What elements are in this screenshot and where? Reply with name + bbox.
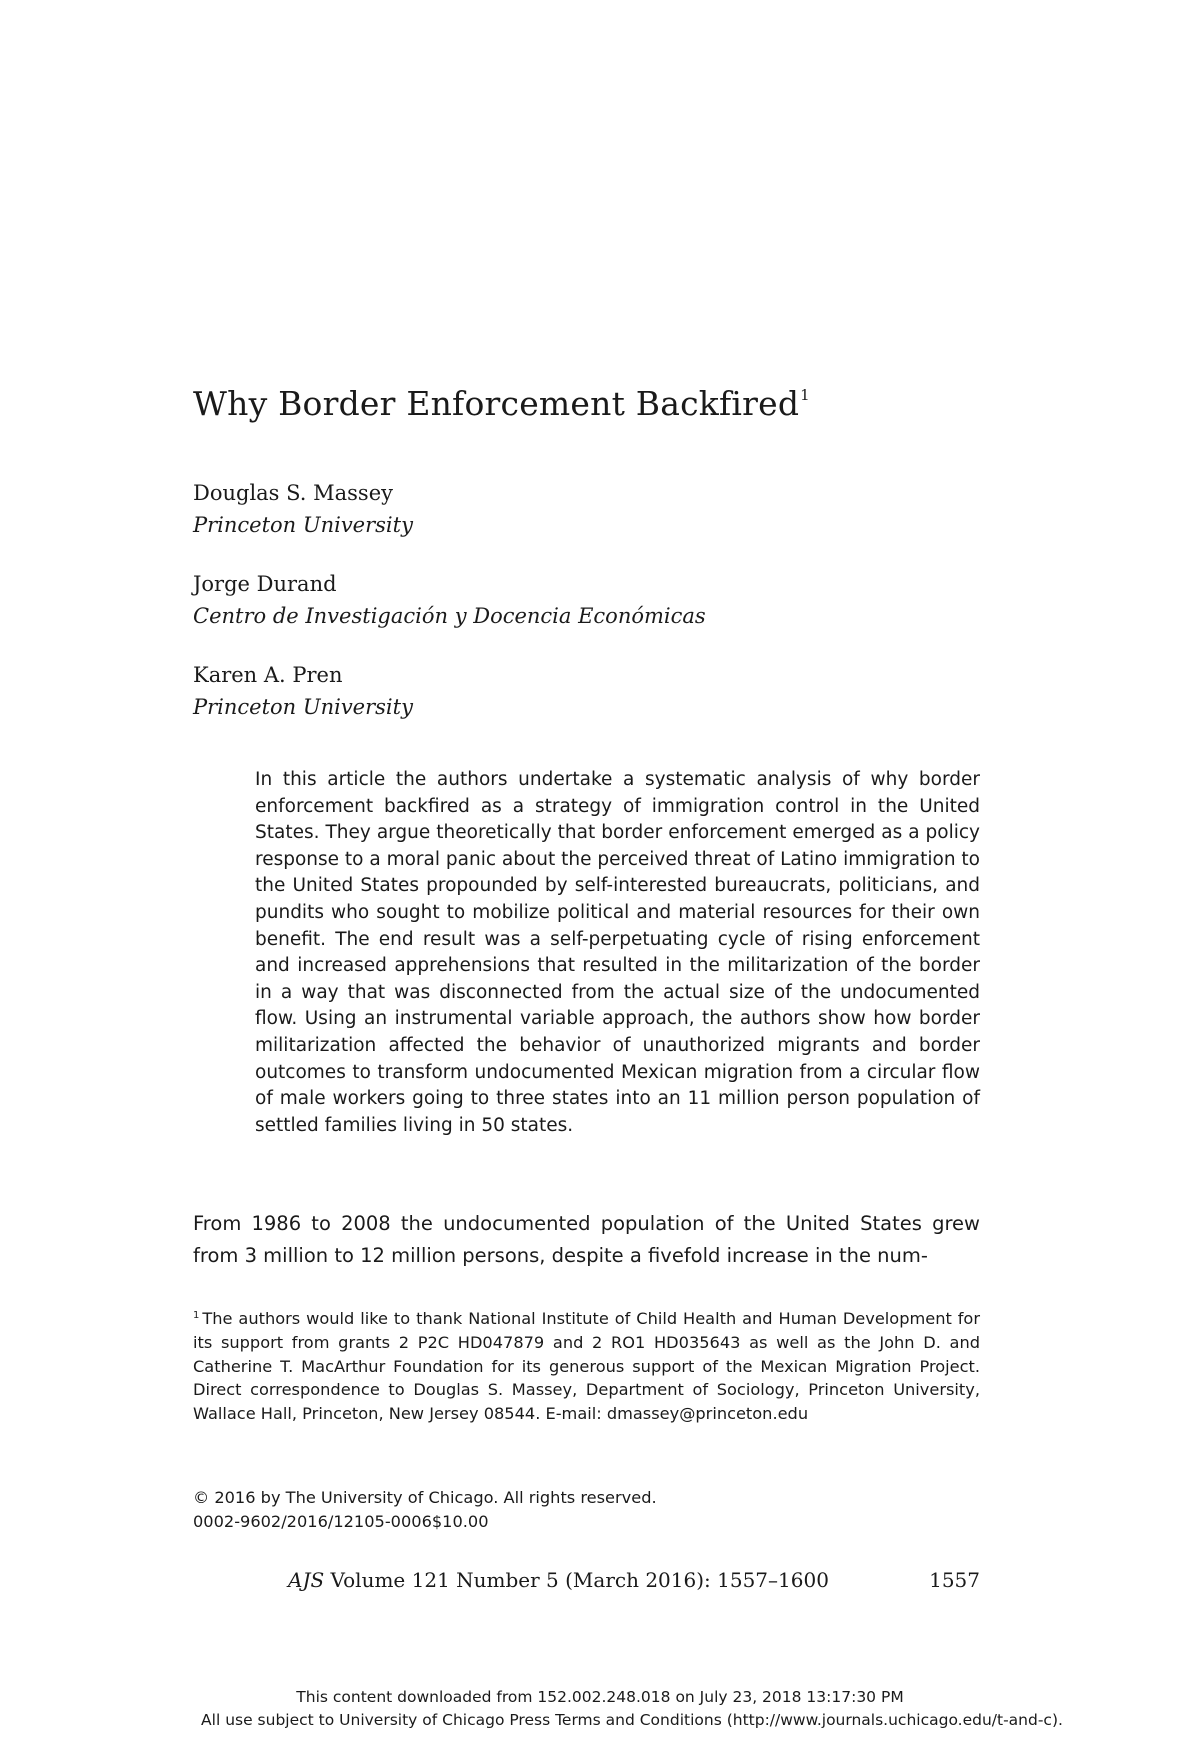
author-name-1: Douglas S. Massey — [193, 481, 393, 505]
author-name-3: Karen A. Pren — [193, 663, 343, 687]
abstract: In this article the authors undertake a systematic analysis of why border enforcement backfired as a strategy of immigration control in the United States. They argue theoretically that border enforcement emerged as a policy response to a moral panic about the perceived threat of Latino immigration to the United States propounded by self-interested bureaucrats, politicians, and pundits who sought to mobilize political and material resources for their own benefit. The end result was a self-perpetuating cycle of rising enforcement and increased apprehensions that resulted in the militarization of the border in a way that was disconnected from the actual size of the undocumented flow. Using an instrumental variable approach, the authors show how border militarization affected the behavior of unauthorized migrants and border outcomes to transform undocumented Mexican migration from a circular flow of male workers going to three states into an 11 million person population of settled families living in 50 states. — [255, 769, 980, 1136]
body-paragraph: From 1986 to 2008 the undocumented population of the United States grew from 3 million to 12 million persons, despite a fivefold increase in the num- — [193, 1212, 980, 1267]
author-affiliation-3: Princeton University — [193, 695, 413, 719]
footnote-marker: 1 — [193, 1310, 200, 1321]
journal-name: AJS — [288, 1568, 325, 1592]
page-number: 1557 — [929, 1568, 980, 1592]
volume-issue: Volume 121 Number 5 (March 2016): 1557–1600 — [330, 1568, 829, 1592]
article-title — [193, 384, 810, 423]
journal-citation — [288, 1568, 980, 1592]
title-footnote-marker[interactable]: 1 — [800, 386, 810, 405]
copyright-block — [193, 1486, 657, 1534]
author-affiliation-2: Centro de Investigación y Docencia Económicas — [193, 604, 706, 628]
author-affiliation-1: Princeton University — [193, 513, 413, 537]
footnote-text: The authors would like to thank National Institute of Child Health and Human Development for its support from grants 2 P2C HD047879 and 2 RO1 HD035643 as well as the John D. and Catherine T. MacArthur Foundation for its generous support of the Mexican Migration Project. Direct correspondence to Douglas S. Massey, Department of Sociology, Princeton University, Wallace Hall, Princeton, New Jersey 08544. E-mail: dmassey@princeton.edu — [193, 1309, 980, 1424]
terms-line[interactable]: All use subject to University of Chicago Press Terms and Conditions (http://www.journals.uchicago.edu/t-and-c). — [201, 1710, 1063, 1729]
issn-price-line: 0002-9602/2016/12105-0006$10.00 — [193, 1512, 489, 1531]
download-info-line: This content downloaded from 152.002.248.018 on July 23, 2018 13:17:30 PM — [296, 1688, 904, 1706]
article-title-text: Why Border Enforcement Backfired — [193, 384, 800, 424]
copyright-line: © 2016 by The University of Chicago. All rights reserved. — [193, 1488, 657, 1507]
download-notice — [0, 1686, 1200, 1731]
citation-text — [288, 1568, 829, 1592]
author-name-2: Jorge Durand — [193, 572, 337, 596]
footnote — [193, 1304, 980, 1426]
